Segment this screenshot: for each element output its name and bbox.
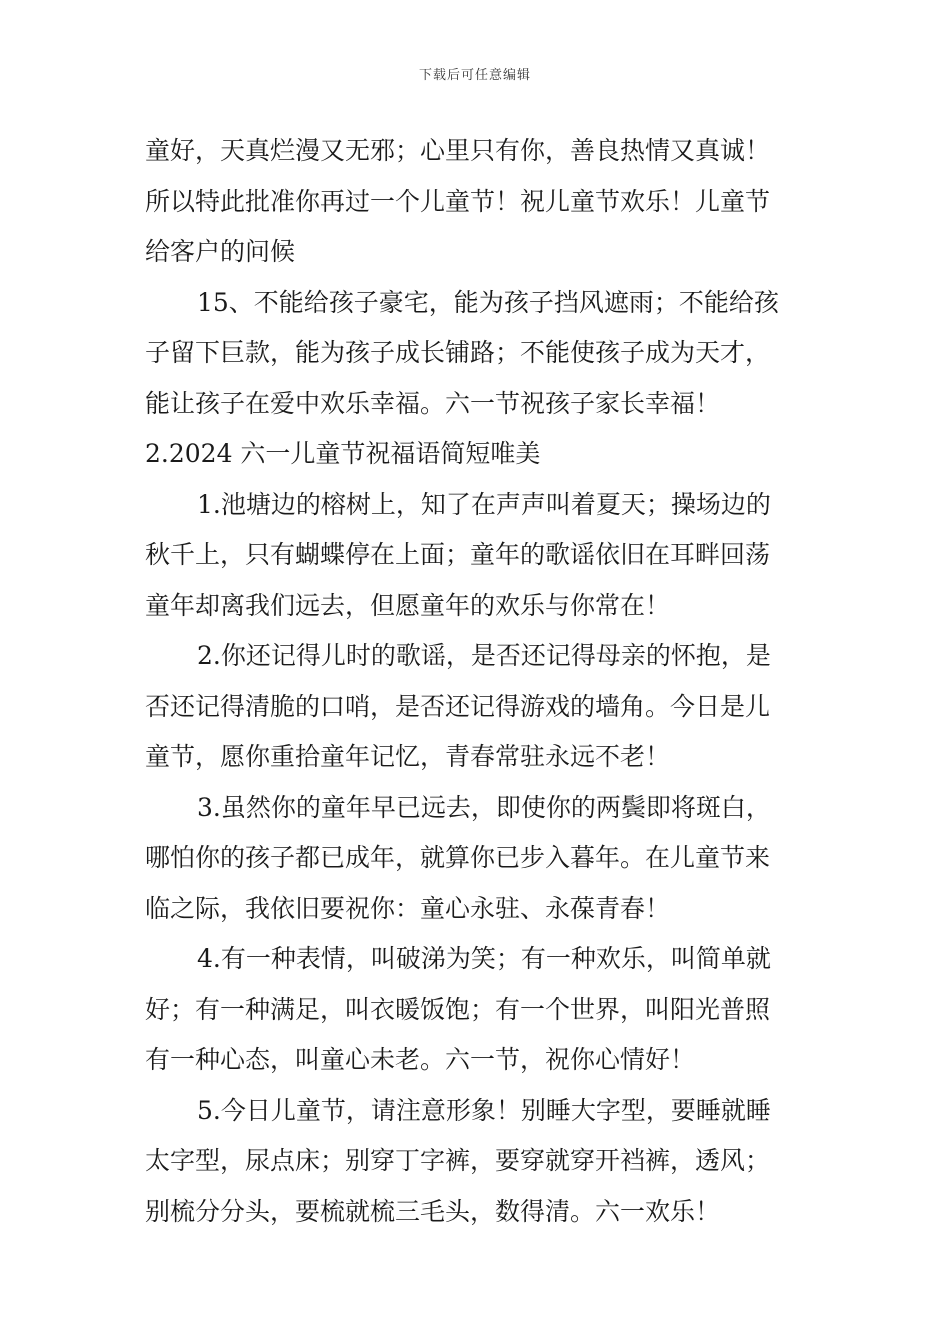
text-line: 童年却离我们远去，但愿童年的欢乐与你常在！ xyxy=(145,590,671,620)
paragraph-first-line: 3.虽然你的童年早已远去，即使你的两鬓即将斑白， xyxy=(197,792,771,822)
paragraph-first-line: 15、不能给孩子豪宅，能为孩子挡风遮雨；不能给孩 xyxy=(197,287,779,317)
text-line: 太字型，尿点床；别穿丁字裤，要穿就穿开裆裤，透风； xyxy=(145,1146,771,1175)
text-line: 好；有一种满足，叫衣暖饭饱；有一个世界，叫阳光普照 xyxy=(145,994,771,1024)
text-line: 否还记得清脆的口哨，是否还记得游戏的墙角。今日是儿 xyxy=(145,691,771,721)
text-line: 秋千上，只有蝴蝶停在上面；童年的歌谣依旧在耳畔回荡 xyxy=(145,540,771,569)
text-line: 给客户的问候 xyxy=(145,237,296,266)
text-line: 哪怕你的孩子都已成年，就算你已步入暮年。在儿童节来 xyxy=(145,843,771,872)
paragraph-first-line: 5.今日儿童节，请注意形象！别睡大字型，要睡就睡 xyxy=(197,1095,771,1125)
paragraph-first-line: 4.有一种表情，叫破涕为笑；有一种欢乐，叫简单就 xyxy=(197,944,771,973)
paragraph-first-line: 1.池塘边的榕树上，知了在声声叫着夏天；操场边的 xyxy=(197,489,771,519)
text-line: 童节，愿你重拾童年记忆，青春常驻永远不老！ xyxy=(145,742,671,771)
page-header: 下载后可任意编辑 xyxy=(418,68,531,83)
text-line: 所以特此批准你再过一个儿童节！祝儿童节欢乐！儿童节 xyxy=(145,186,771,216)
text-line: 临之际，我依旧要祝你：童心永驻、永葆青春！ xyxy=(145,893,671,923)
text-line: 子留下巨款，能为孩子成长铺路；不能使孩子成为天才， xyxy=(145,338,771,367)
text-line: 2.2024 六一儿童节祝福语简短唯美 xyxy=(145,439,541,468)
text-line: 能让孩子在爱中欢乐幸福。六一节祝孩子家长幸福！ xyxy=(145,388,721,418)
text-line: 别梳分分头，要梳就梳三毛头，数得清。六一欢乐！ xyxy=(145,1196,721,1226)
paragraph-first-line: 2.你还记得儿时的歌谣，是否还记得母亲的怀抱，是 xyxy=(197,641,771,670)
text-line: 有一种心态，叫童心未老。六一节，祝你心情好！ xyxy=(145,1045,696,1074)
text-line: 童好，天真烂漫又无邪；心里只有你，善良热情又真诚！ xyxy=(145,136,771,165)
document-body xyxy=(145,126,807,1237)
